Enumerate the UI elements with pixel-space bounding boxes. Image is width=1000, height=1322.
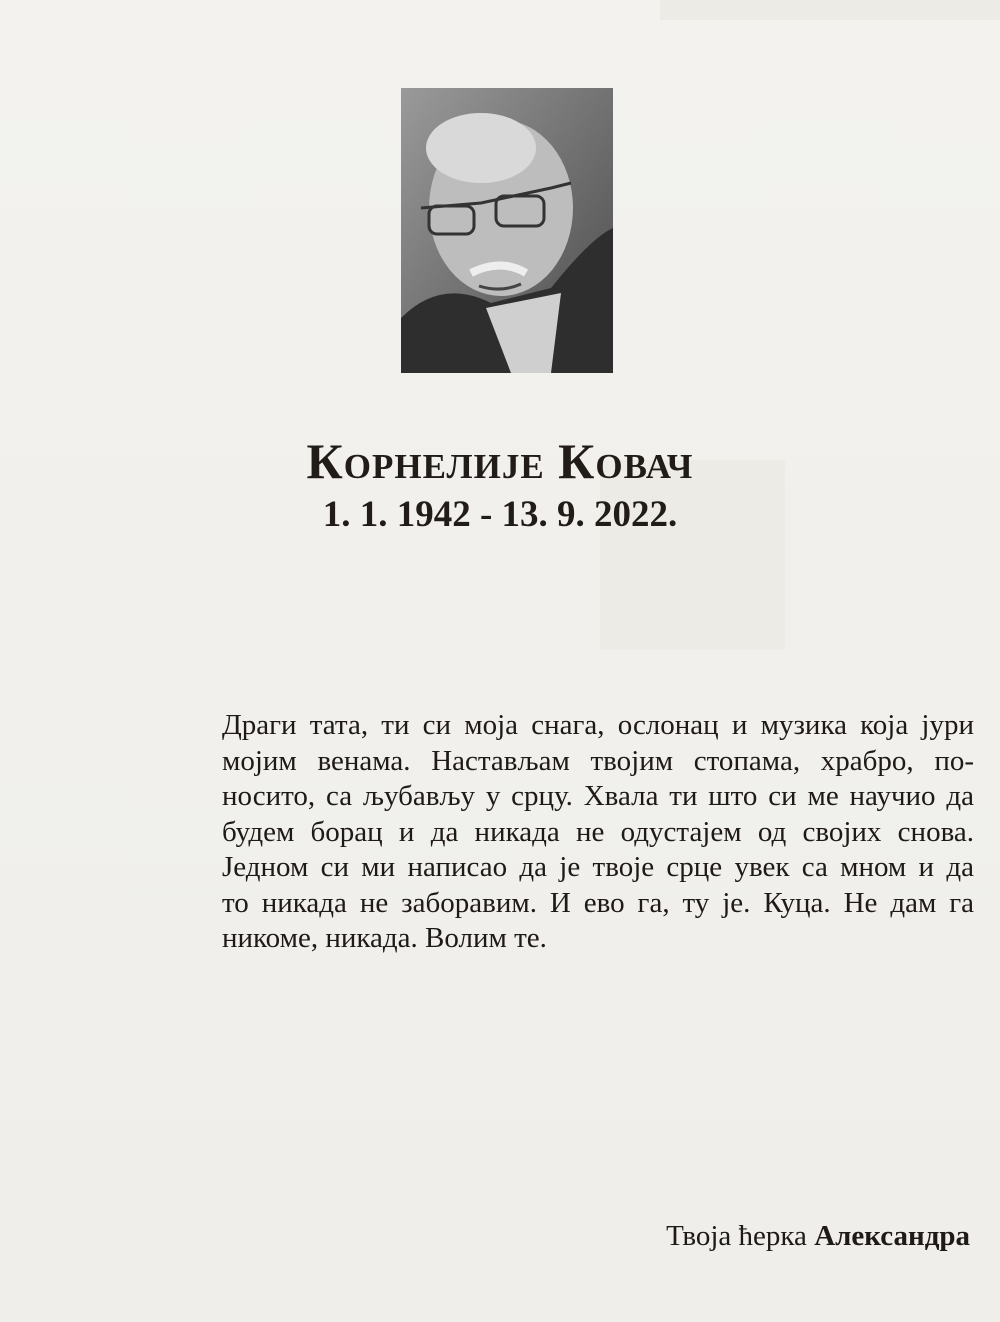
message-line: Једном си ми написао да је твоје срце увек са мном и да <box>222 851 974 883</box>
life-dates: 1. 1. 1942 - 13. 9. 2022. <box>322 494 678 535</box>
message-line: то никада не заборавим. И ево га, ту је. Куца. Не дам га <box>222 886 974 919</box>
portrait-photo <box>401 88 613 373</box>
message-line: мојим венама. Настављам твојим стопама, храбро, по- <box>222 744 974 777</box>
bleed-through-block <box>660 0 1000 20</box>
message-line: будем борац и да никада не одустајем од својих снова. <box>222 815 974 848</box>
deceased-name: Корнелије Ковач <box>306 433 694 489</box>
message-line: Драги тата, ти си моја снага, ослонац и музика која јури <box>222 709 974 741</box>
signature-prefix: Твоја ћерка <box>666 1220 807 1252</box>
portrait-image <box>401 88 613 373</box>
message-line: носито, са љубављу у срцу. Хвала ти што си ме научио да <box>222 780 974 812</box>
message-line: никоме, никада. Волим те. <box>222 922 547 954</box>
signature-name: Александра <box>814 1220 970 1252</box>
memorial-message <box>222 708 974 957</box>
signature <box>666 1220 970 1253</box>
